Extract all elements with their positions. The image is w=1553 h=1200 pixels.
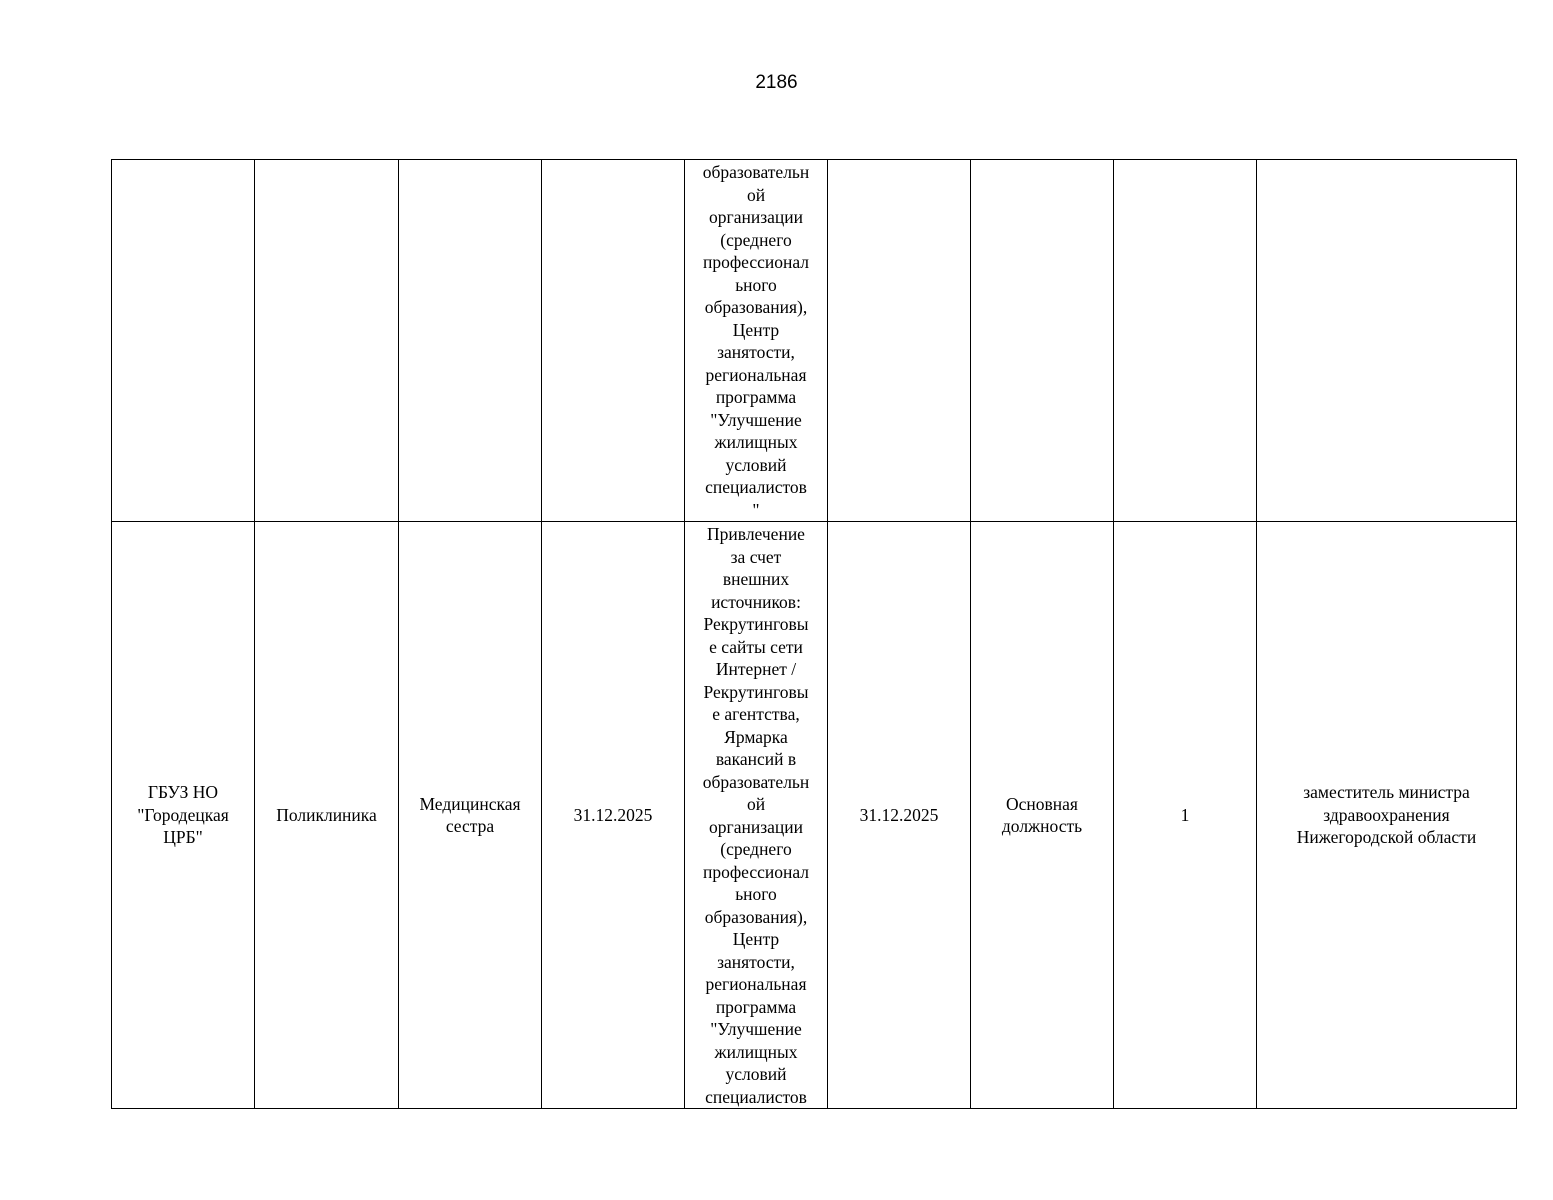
responsible-cell (1257, 160, 1517, 522)
count-cell (1114, 160, 1257, 522)
date-cell (828, 160, 971, 522)
deadline-cell (542, 160, 685, 522)
date-cell: 31.12.2025 (828, 522, 971, 1109)
department-cell: Поликлиника (255, 522, 399, 1109)
deadline-cell: 31.12.2025 (542, 522, 685, 1109)
organization-cell: ГБУЗ НО "Городецкая ЦРБ" (112, 522, 255, 1109)
department-cell (255, 160, 399, 522)
position-cell: Медицинская сестра (399, 522, 542, 1109)
count-cell: 1 (1114, 522, 1257, 1109)
position-cell (399, 160, 542, 522)
measures-cell: Привлечение за счет внешних источников: Рекрутинговы е сайты сети Интернет / Рекрутинговы е агентства, Ярмарка вакансий в образовательн ой организации (среднего профессионал ьного образования), Центр занятости, региональная программа "Улучшение жилищных условий специалистов (685, 522, 828, 1109)
position-type-cell (971, 160, 1114, 522)
table-row (112, 160, 1517, 522)
responsible-cell: заместитель министра здравоохранения Нижегородской области (1257, 522, 1517, 1109)
table-row (112, 522, 1517, 1109)
organization-cell (112, 160, 255, 522)
staffing-table (111, 159, 1517, 1109)
page-number: 2186 (755, 72, 798, 93)
position-type-cell: Основная должность (971, 522, 1114, 1109)
measures-cell: образовательн ой организации (среднего профессионал ьного образования), Центр занятости, региональная программа "Улучшение жилищных условий специалистов " (685, 160, 828, 522)
